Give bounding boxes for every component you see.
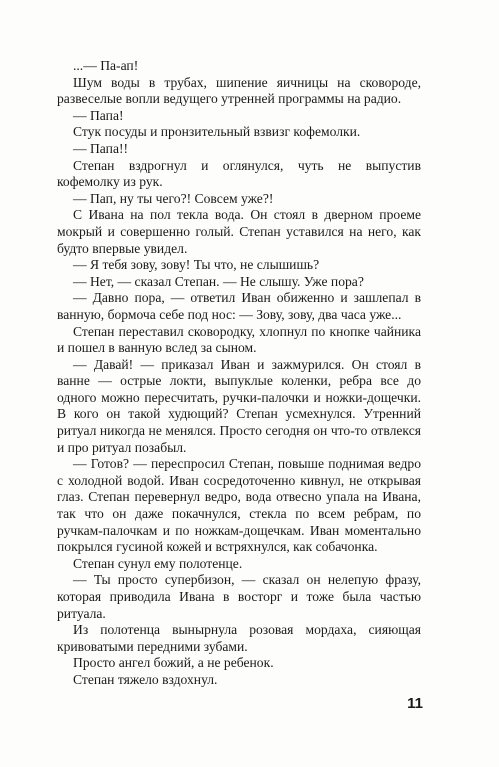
paragraph: — Давно пора, — ответил Иван обиженно и зашлепал в ванную, бормоча себе под нос: — Зову, зову, два часа уже... [57, 290, 421, 322]
paragraph: Стук посуды и пронзительный взвизг кофемолки. [73, 124, 361, 140]
paragraph: — Пап, ну ты чего?! Совсем уже?! [73, 190, 274, 206]
paragraph: Из полотенца вынырнула розовая мордаха, сияющая кривоватыми передними зубами. [57, 622, 421, 654]
paragraph: Шум воды в трубах, шипение яичницы на сковороде, развеселые вопли ведущего утренней программы на радио. [57, 74, 421, 107]
paragraph: — Папа! [73, 107, 124, 123]
paragraph: — Давай! — приказал Иван и зажмурился. Он стоял в ванне — острые локти, выпуклые коленки, ребра все до одного можно пересчитать, ручки-палочки и ножки-дощечки. В кого он такой худющий? Степан усмехнулся. Утренний ритуал никогда не менялся. Просто сегодня он что-то отвлекся и про ритуал позабыл. [57, 356, 421, 455]
text-body [57, 58, 421, 689]
paragraph: Просто ангел божий, а не ребенок. [73, 655, 274, 671]
paragraph: — Готов? — переспросил Степан, повыше поднимая ведро с холодной водой. Иван сосредоточенно кивнул, не открывая глаз. Степан перевернул ведро, вода отвесно упала на Ивана, так что он даже покачнулся, стекла по всем ребрам, по ручкам-палочкам и по ножкам-дощечкам. Иван моментально покрылся гусиной кожей и встряхнулся, как собачонка. [57, 456, 421, 555]
paragraph: — Ты просто супербизон, — сказал он нелепую фразу, которая приводила Ивана в восторг и тоже была частью ритуала. [57, 572, 421, 621]
paragraph: С Ивана на пол текла вода. Он стоял в дверном проеме мокрый и совершенно голый. Степан уставился на него, как будто впервые увидел. [57, 207, 421, 256]
paragraph: Степан сунул ему полотенце. [73, 555, 243, 571]
paragraph: ...— Па-ап! [73, 58, 139, 73]
paragraph: — Папа!! [73, 140, 129, 156]
page-number: 11 [407, 695, 423, 712]
paragraph: Степан переставил сковородку, хлопнул по кнопке чайника и пошел в ванную вслед за сыном. [57, 323, 421, 356]
paragraph: Степан тяжело вздохнул. [73, 671, 218, 687]
paragraph: — Я тебя зову, зову! Ты что, не слышишь? [73, 257, 320, 273]
paragraph: — Нет, — сказал Степан. — Не слышу. Уже пора? [73, 273, 364, 289]
paragraph: Степан вздрогнул и оглянулся, чуть не выпустив кофемолку из рук. [57, 157, 421, 190]
